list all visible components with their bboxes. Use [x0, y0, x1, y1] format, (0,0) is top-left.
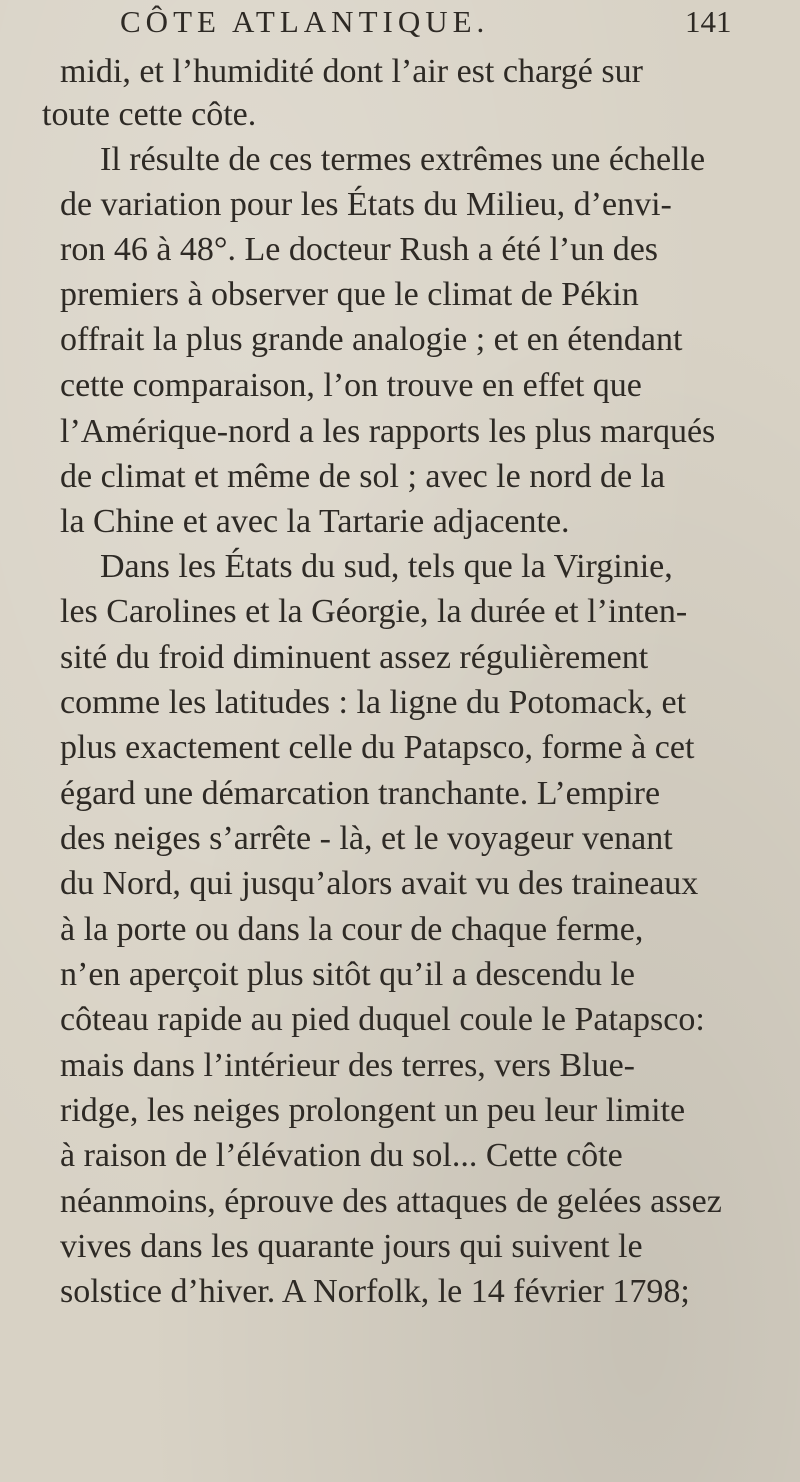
text-line: solstice d’hiver. A Norfolk, le 14 février 1798; — [60, 1273, 690, 1310]
text-line: comme les latitudes : la ligne du Potomack, et — [60, 684, 687, 721]
text-line: ron 46 à 48°. Le docteur Rush a été l’un des — [60, 231, 659, 268]
text-line: Dans les États du sud, tels que la Virginie, — [100, 548, 673, 585]
text-line: de variation pour les États du Milieu, d’envi- — [60, 186, 672, 223]
text-line: Il résulte de ces termes extrêmes une échelle — [100, 141, 706, 178]
text-line: l’Amérique-nord a les rapports les plus marqués — [60, 413, 716, 450]
text-line: toute cette côte. — [42, 96, 257, 133]
text-line: néanmoins, éprouve des attaques de gelées assez — [60, 1183, 722, 1220]
text-line: les Carolines et la Géorgie, la durée et l’inten- — [60, 593, 688, 630]
text-line: à raison de l’élévation du sol... Cette côte — [60, 1137, 623, 1174]
text-line: vives dans les quarante jours qui suivent le — [60, 1228, 643, 1265]
text-line: ridge, les neiges prolongent un peu leur limite — [60, 1092, 686, 1129]
page-header — [0, 4, 800, 48]
text-line: du Nord, qui jusqu’alors avait vu des traineaux — [60, 865, 699, 902]
text-line: cette comparaison, l’on trouve en effet que — [60, 367, 642, 404]
text-line: sité du froid diminuent assez régulièrement — [60, 639, 649, 676]
text-line: égard une démarcation tranchante. L’empire — [60, 775, 661, 812]
text-line: des neiges s’arrête - là, et le voyageur venant — [60, 820, 673, 857]
text-line: midi, et l’humidité dont l’air est chargé sur — [60, 53, 643, 90]
text-line: de climat et même de sol ; avec le nord de la — [60, 458, 666, 495]
text-line: plus exactement celle du Patapsco, forme à cet — [60, 729, 695, 766]
text-line: côteau rapide au pied duquel coule le Patapsco: — [60, 1001, 705, 1038]
text-line: offrait la plus grande analogie ; et en étendant — [60, 321, 683, 358]
running-title: CÔTE ATLANTIQUE. — [120, 4, 490, 39]
text-line: n’en aperçoit plus sitôt qu’il a descendu le — [60, 956, 635, 993]
text-line: mais dans l’intérieur des terres, vers Blue- — [60, 1047, 635, 1084]
text-line: à la porte ou dans la cour de chaque ferme, — [60, 911, 644, 948]
text-line: la Chine et avec la Tartarie adjacente. — [60, 503, 570, 540]
text-line: premiers à observer que le climat de Pékin — [60, 276, 639, 313]
page-number: 141 — [685, 4, 732, 39]
